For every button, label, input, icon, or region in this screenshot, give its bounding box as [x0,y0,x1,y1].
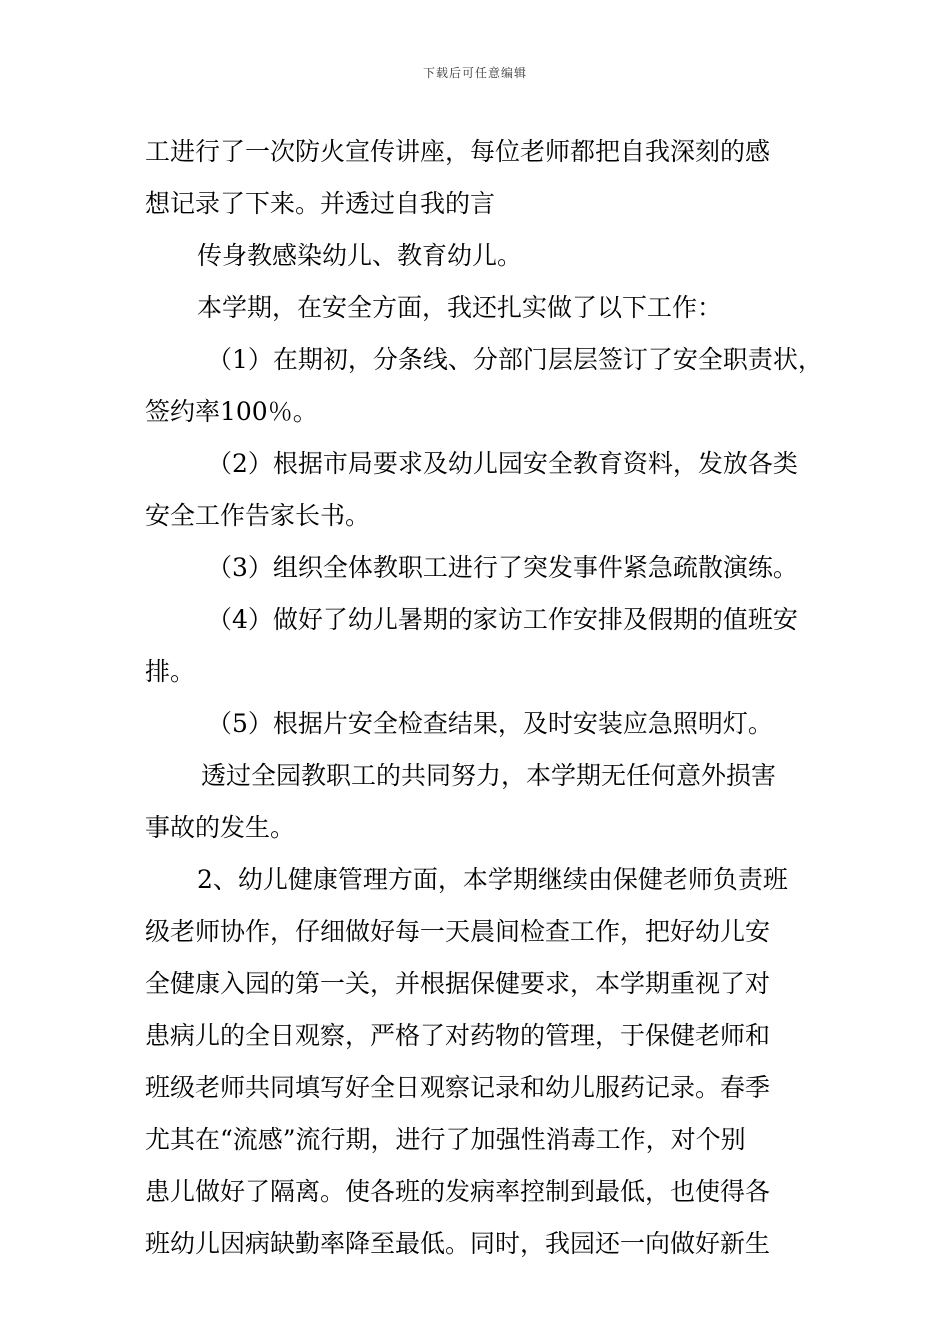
text-line-18: 患病儿的全日观察，严格了对药物的管理，于保健老师和 [145,1021,771,1050]
text-line-9: （3）组织全体教职工进行了突发事件紧急疏散演练。 [207,553,798,582]
text-line-16: 级老师协作，仔细做好每一天晨间检查工作，把好幼儿安 [145,917,771,946]
text-line-12: （5）根据片安全检查结果，及时安装应急照明灯。 [207,709,773,738]
text-line-6: 签约率100％。 [145,397,318,426]
text-line-11: 排。 [145,657,196,686]
text-line-3: 传身教感染幼儿、教育幼儿。 [197,241,523,270]
text-line-20: 尤其在“流感”流行期，进行了加强性消毒工作，对个别 [145,1125,746,1154]
text-line-13: 透过全园教职工的共同努力，本学期无任何意外损害 [201,761,777,790]
text-line-22: 班幼儿因病缺勤率降至最低。同时，我园还一向做好新生 [145,1229,771,1258]
text-line-7: （2）根据市局要求及幼儿园安全教育资料，发放各类 [207,449,798,478]
document-body [145,126,823,1270]
page-header: 下载后可任意编辑 [422,66,527,80]
text-line-1: 工进行了一次防火宣传讲座，每位老师都把自我深刻的感 [145,137,771,166]
text-line-14: 事故的发生。 [145,813,296,842]
text-line-5: （1）在期初，分条线、分部门层层签订了安全职责状， [207,345,823,374]
text-line-2: 想记录了下来。并透过自我的言 [145,189,496,218]
text-line-4: 本学期，在安全方面，我还扎实做了以下工作： [197,293,723,322]
text-line-10: （4）做好了幼儿暑期的家访工作安排及假期的值班安 [207,605,798,634]
text-line-19: 班级老师共同填写好全日观察记录和幼儿服药记录。春季 [145,1073,771,1102]
text-line-8: 安全工作告家长书。 [145,501,371,530]
text-line-17: 全健康入园的第一关，并根据保健要求，本学期重视了对 [145,969,771,998]
text-line-21: 患儿做好了隔离。使各班的发病率控制到最低，也使得各 [145,1177,771,1206]
text-line-15: 2、幼儿健康管理方面，本学期继续由保健老师负责班 [197,865,788,894]
